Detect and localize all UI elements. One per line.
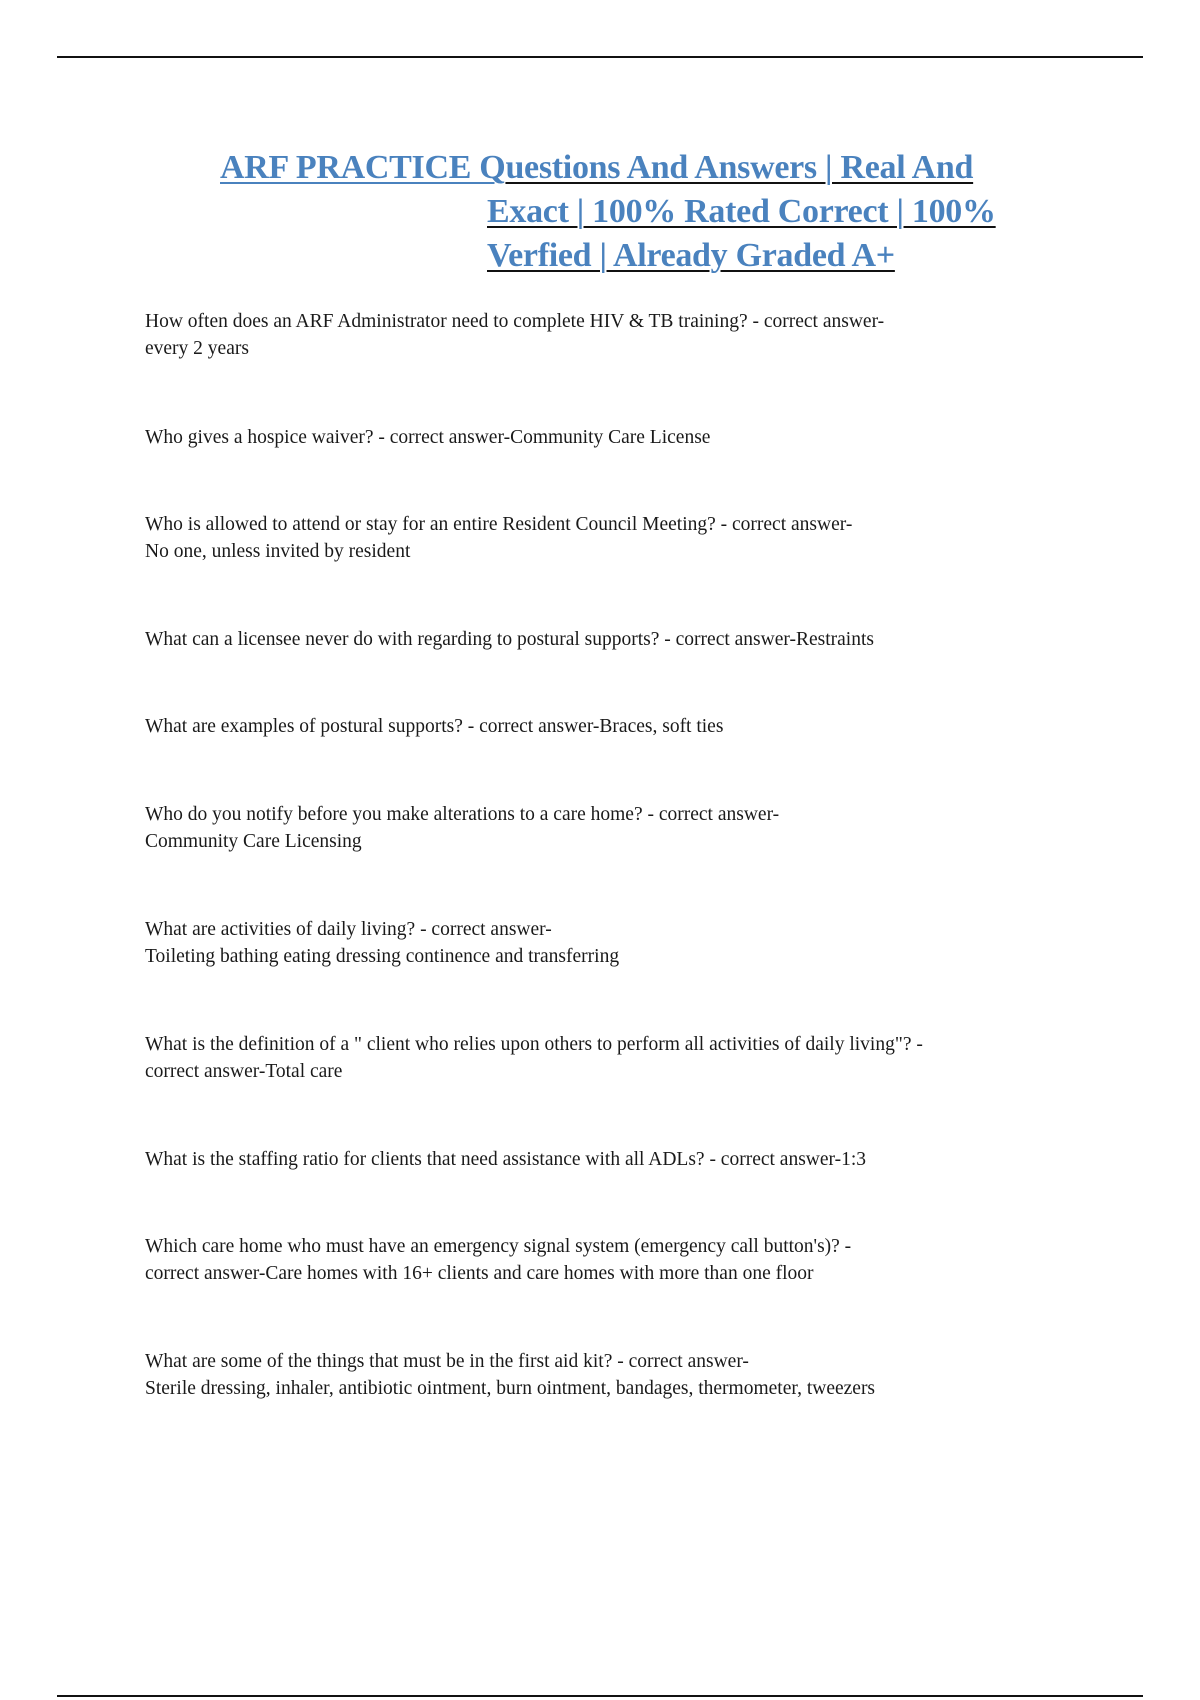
title-line-3 — [220, 234, 1020, 278]
qa-item-2: Who gives a hospice waiver? - correct answer-Community Care License — [145, 427, 711, 448]
title-line-1-part-b: uestions And Answers | Real And — [505, 149, 974, 186]
top-rule — [57, 56, 1143, 58]
qa-item-1: How often does an ARF Administrator need to complete HIV & TB training? - correct answer- every 2 years — [145, 311, 885, 359]
qa-item-6: Who do you notify before you make alterations to a care home? - correct answer- Community Care Licensing — [145, 804, 780, 852]
title-line-2 — [220, 190, 1020, 234]
qa-item-8: What is the definition of a " client who relies upon others to perform all activities of daily living"? - correct answer-Total care — [145, 1034, 923, 1082]
qa-item-10: Which care home who must have an emergency signal system (emergency call button's)? - correct answer-Care homes with 16+ clients and care homes with more than one floor — [145, 1236, 852, 1284]
qa-item-4: What can a licensee never do with regarding to postural supports? - correct answer-Restraints — [145, 629, 874, 650]
qa-item-7: What are activities of daily living? - correct answer- Toileting bathing eating dressing continence and transferring — [145, 919, 620, 967]
title-line-3-text: Verfied | Already Graded A+ — [487, 237, 895, 274]
title-line-2-text: Exact | 100% Rated Correct | 100% — [487, 193, 996, 230]
title-line-1 — [220, 146, 1020, 190]
qa-item-9: What is the staffing ratio for clients that need assistance with all ADLs? - correct answer-1:3 — [145, 1149, 867, 1170]
qa-item-3: Who is allowed to attend or stay for an entire Resident Council Meeting? - correct answer- No one, unless invited by resident — [145, 514, 853, 562]
qa-item-5: What are examples of postural supports? - correct answer-Braces, soft ties — [145, 716, 724, 737]
qa-item-11: What are some of the things that must be in the first aid kit? - correct answer- Sterile dressing, inhaler, antibiotic ointment, burn ointment, bandages, thermometer, tweezers — [145, 1351, 876, 1399]
bottom-rule — [57, 1695, 1143, 1697]
title-line-1-part-a: ARF PRACTICE Q — [220, 149, 506, 186]
document-title — [220, 146, 1020, 278]
